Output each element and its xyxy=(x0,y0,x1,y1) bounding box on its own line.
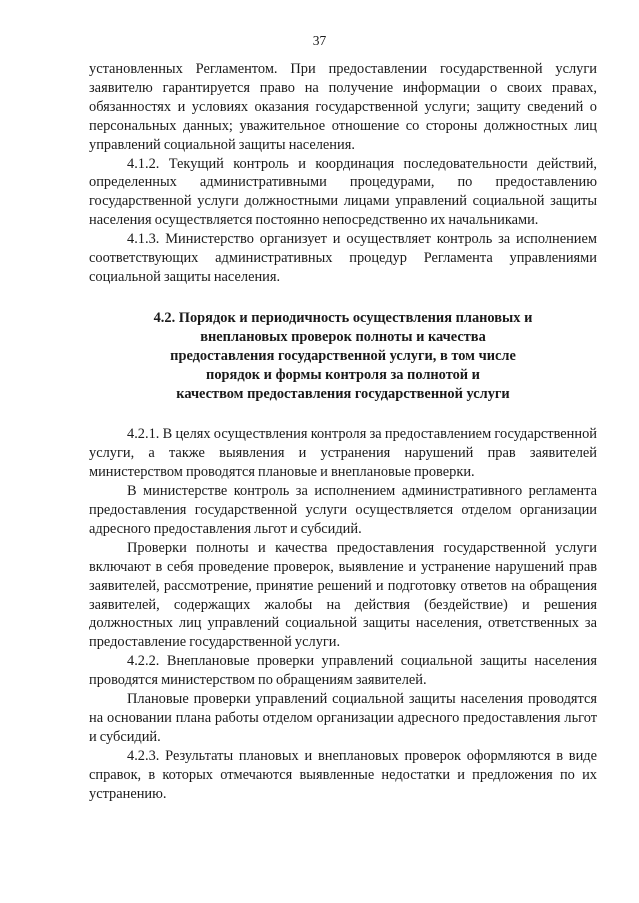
paragraph-4-1-2: 4.1.2. Текущий контроль и координация последовательности действий, определенных административными процедурами, по предоставлению государственной услуги должностными лицами управлений социальной защиты населения осуществляется постоянно непосредственно их начальниками. xyxy=(89,155,597,229)
paragraph-planned-inspections: Плановые проверки управлений социальной защиты населения проводятся на основании плана работы отделом организации адресного предоставления льгот и субсидий. xyxy=(89,691,597,745)
page-number: 37 xyxy=(312,33,327,48)
paragraph-4-1-3: 4.1.3. Министерство организует и осуществляет контроль за исполнением соответствующих административных процедур Регламента управлениями социальной защиты населения. xyxy=(89,231,597,285)
section-heading-4-2 xyxy=(89,309,597,404)
document-body xyxy=(89,60,597,804)
paragraph-4-2-2: 4.2.2. Внеплановые проверки управлений социальной защиты населения проводятся министерством по обращениям заявителей. xyxy=(89,653,597,689)
heading-line: внеплановых проверок полноты и качества xyxy=(200,328,486,345)
heading-line: порядок и формы контроля за полнотой и xyxy=(206,366,480,383)
paragraph-ministry-control: В министерстве контроль за исполнением административного регламента предоставления государственной услуги осуществляется отделом организации адресного предоставления льгот и субсидий. xyxy=(89,483,597,537)
paragraph-regulation-guarantees: установленных Регламентом. При предоставлении государственной услуги заявителю гарантируется право на получение информации о своих правах, обязанностях и условиях оказания государственной услуги; защиту сведений о персональных данных; уважительное отношение со стороны должностных лиц управлений социальной защиты населения. xyxy=(89,61,597,153)
heading-line: качеством предоставления государственной услуги xyxy=(176,385,510,402)
heading-line: 4.2. Порядок и периодичность осуществления плановых и xyxy=(153,309,533,326)
paragraph-4-2-3: 4.2.3. Результаты плановых и внеплановых проверок оформляются в виде справок, в которых отмечаются выявленные недостатки и предложения по их устранению. xyxy=(89,747,597,802)
paragraph-4-2-1: 4.2.1. В целях осуществления контроля за предоставлением государственной услуги, а также выявления и устранения нарушений прав заявителей министерством проводятся плановые и внеплановые проверки. xyxy=(89,426,597,481)
heading-line: предоставления государственной услуги, в том числе xyxy=(170,347,516,364)
paragraph-inspections-scope: Проверки полноты и качества предоставления государственной услуги включают в себя проведение проверок, выявление и устранение нарушений прав заявителей, рассмотрение, принятие решений и подготовку ответов на обращения заявителей, содержащих жалобы на действия (бездействие) и решения должностных лиц управлений социальной защиты населения, ответственных за предоставление государственной услуги. xyxy=(89,539,597,651)
